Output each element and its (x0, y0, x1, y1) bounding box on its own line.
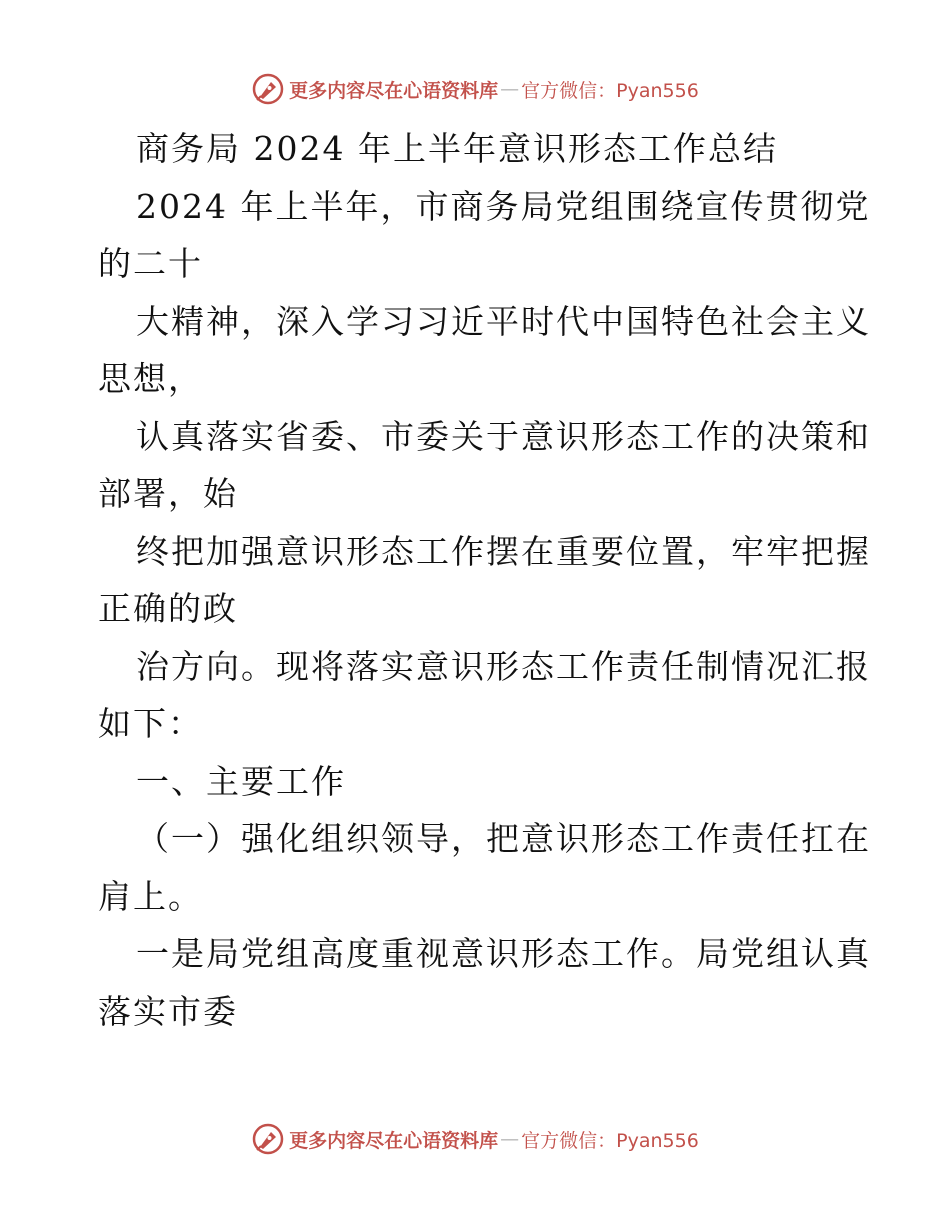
footer-watermark (0, 1122, 950, 1156)
paragraph-line: 2024 年上半年，市商务局党组围绕宣传贯彻党 (136, 186, 871, 226)
paragraph-line: 终把加强意识形态工作摆在重要位置，牢牢把握 (136, 531, 871, 571)
watermark-main-text: 更多内容尽在心语资料库 (289, 79, 499, 102)
paragraph-line: 思想， (98, 359, 203, 398)
header-watermark (0, 72, 950, 106)
pen-nib-logo-icon (251, 72, 285, 106)
paragraph-line: 治方向。现将落实意识形态工作责任制情况汇报 (136, 646, 871, 686)
paragraph-line: 大精神，深入学习习近平时代中国特色社会主义 (136, 301, 871, 341)
paragraph-line: 一是局党组高度重视意识形态工作。局党组认真 (136, 934, 871, 973)
pen-nib-logo-icon (251, 1122, 285, 1156)
watermark-sub-text: 官方微信：Pyan556 (521, 1129, 699, 1152)
section-heading: 一、主要工作 (136, 761, 346, 801)
document-title: 商务局 2024 年上半年意识形态工作总结 (136, 129, 778, 168)
watermark-dash: — (500, 78, 520, 100)
watermark-main-text: 更多内容尽在心语资料库 (289, 1129, 499, 1152)
paragraph-line: 正确的政 (98, 589, 238, 628)
paragraph-line: 的二十 (98, 244, 203, 283)
paragraph-line: 部署，始 (98, 474, 238, 513)
watermark-sub-text: 官方微信：Pyan556 (521, 79, 699, 102)
subsection-heading: （一）强化组织领导，把意识形态工作责任扛在 (136, 819, 871, 858)
paragraph-line: 肩上。 (98, 876, 203, 916)
paragraph-line: 如下： (98, 704, 203, 743)
watermark-dash: — (500, 1128, 520, 1150)
document-body (98, 120, 871, 1040)
paragraph-line: 落实市委 (98, 991, 238, 1031)
paragraph-line: 认真落实省委、市委关于意识形态工作的决策和 (136, 416, 871, 456)
